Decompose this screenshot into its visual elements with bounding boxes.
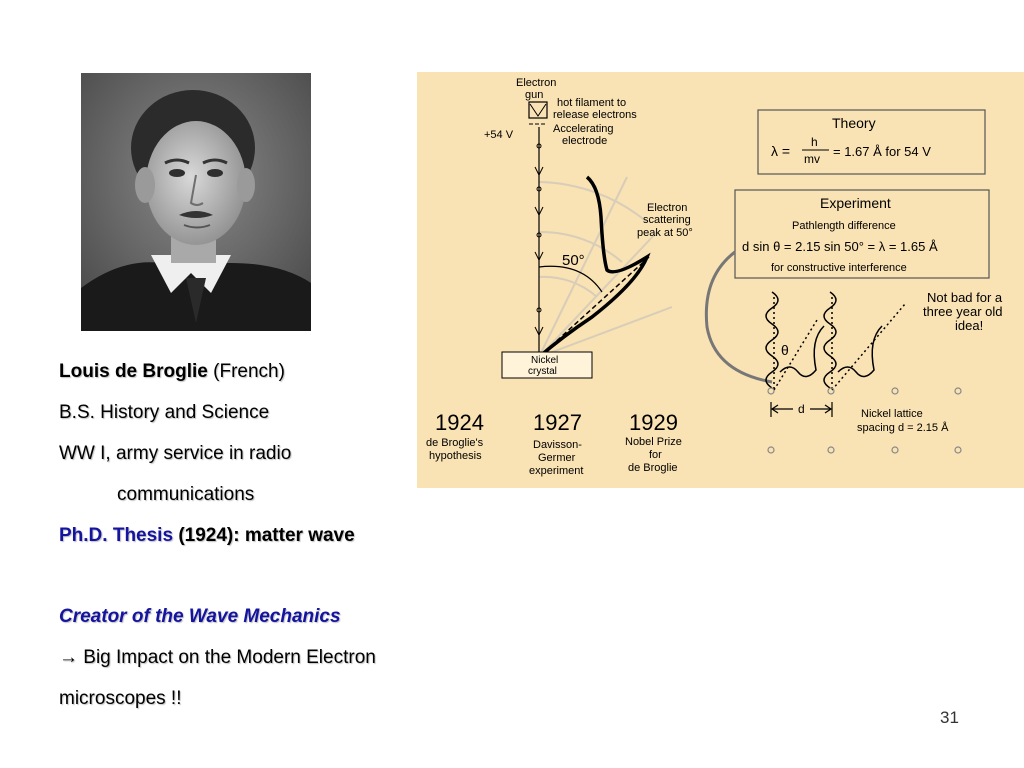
bio-impact-line-2: microscopes !! [59, 688, 182, 709]
nickel-crystal-label-2: crystal [528, 366, 557, 377]
year-1929-desc-3: de Broglie [628, 462, 678, 474]
bio-thesis-line [59, 525, 355, 547]
experiment-constructive: for constructive interference [771, 262, 907, 274]
year-1929-desc-1: Nobel Prize [625, 436, 682, 448]
theory-lambda: λ = [771, 143, 791, 159]
theta-label: θ [781, 342, 789, 358]
bio-impact-line-1 [59, 647, 376, 669]
bio-service-line-1: WW I, army service in radio [59, 443, 292, 464]
theory-title: Theory [832, 115, 876, 131]
d-label: d [798, 402, 805, 416]
experiment-equation: d sin θ = 2.15 sin 50° = λ = 1.65 Å [742, 239, 938, 254]
year-1927-desc-1: Davisson- [533, 439, 582, 451]
bio-degree: B.S. History and Science [59, 402, 270, 423]
not-bad-label-1: Not bad for a [927, 290, 1003, 305]
nickel-crystal-label-1: Nickel [531, 355, 559, 366]
portrait-photo [81, 73, 311, 331]
bio-thesis-rest: (1924): matter wave [178, 525, 355, 546]
bio-nationality: (French) [213, 361, 285, 382]
theory-mv: mv [804, 152, 820, 166]
scatter-label-1: Electron [647, 202, 688, 214]
bio-thesis-label: Ph.D. Thesis [59, 525, 174, 546]
year-1924-desc-2: hypothesis [429, 450, 482, 462]
scatter-label-2: scattering [643, 214, 691, 226]
lattice-label-2: spacing d = 2.15 Å [857, 422, 949, 434]
scatter-label-3: peak at 50° [637, 227, 693, 239]
accelerating-label-1: Accelerating [553, 123, 614, 135]
accelerating-label-2: electrode [562, 135, 608, 147]
bio-name: Louis de Broglie [59, 361, 208, 382]
lattice-label-1: Nickel lattice [861, 408, 923, 420]
year-1924-desc-1: de Broglie's [426, 437, 484, 449]
slide-number: 31 [940, 708, 959, 727]
year-1929: 1929 [629, 410, 678, 435]
bio-name-line [59, 361, 285, 383]
electron-gun-label: Electron [516, 77, 557, 89]
experiment-title: Experiment [820, 195, 891, 211]
hot-filament-label-1: hot filament to [557, 97, 627, 109]
year-1927: 1927 [533, 410, 582, 435]
voltage-label: +54 V [484, 129, 514, 141]
not-bad-label-2: three year old [923, 304, 1003, 319]
year-1924: 1924 [435, 410, 484, 435]
year-1929-desc-2: for [649, 449, 662, 461]
theory-h: h [811, 135, 818, 149]
not-bad-label-3: idea! [955, 318, 984, 333]
bio-creator: Creator of the Wave Mechanics [59, 606, 341, 627]
hot-filament-label-2: release electrons [553, 109, 637, 121]
gun-label: gun [525, 89, 544, 101]
bio-service-line-2: communications [117, 484, 255, 505]
year-1927-desc-2: Germer [538, 452, 576, 464]
davisson-germer-diagram [417, 72, 1024, 488]
year-1927-desc-3: experiment [529, 465, 584, 477]
bio-impact-text: Big Impact on the Modern Electron [83, 647, 376, 668]
arrow-right-icon: → [59, 647, 78, 668]
angle-label: 50° [562, 252, 585, 269]
experiment-pathlength: Pathlength difference [792, 220, 896, 232]
theory-result: = 1.67 Å for 54 V [833, 144, 931, 159]
